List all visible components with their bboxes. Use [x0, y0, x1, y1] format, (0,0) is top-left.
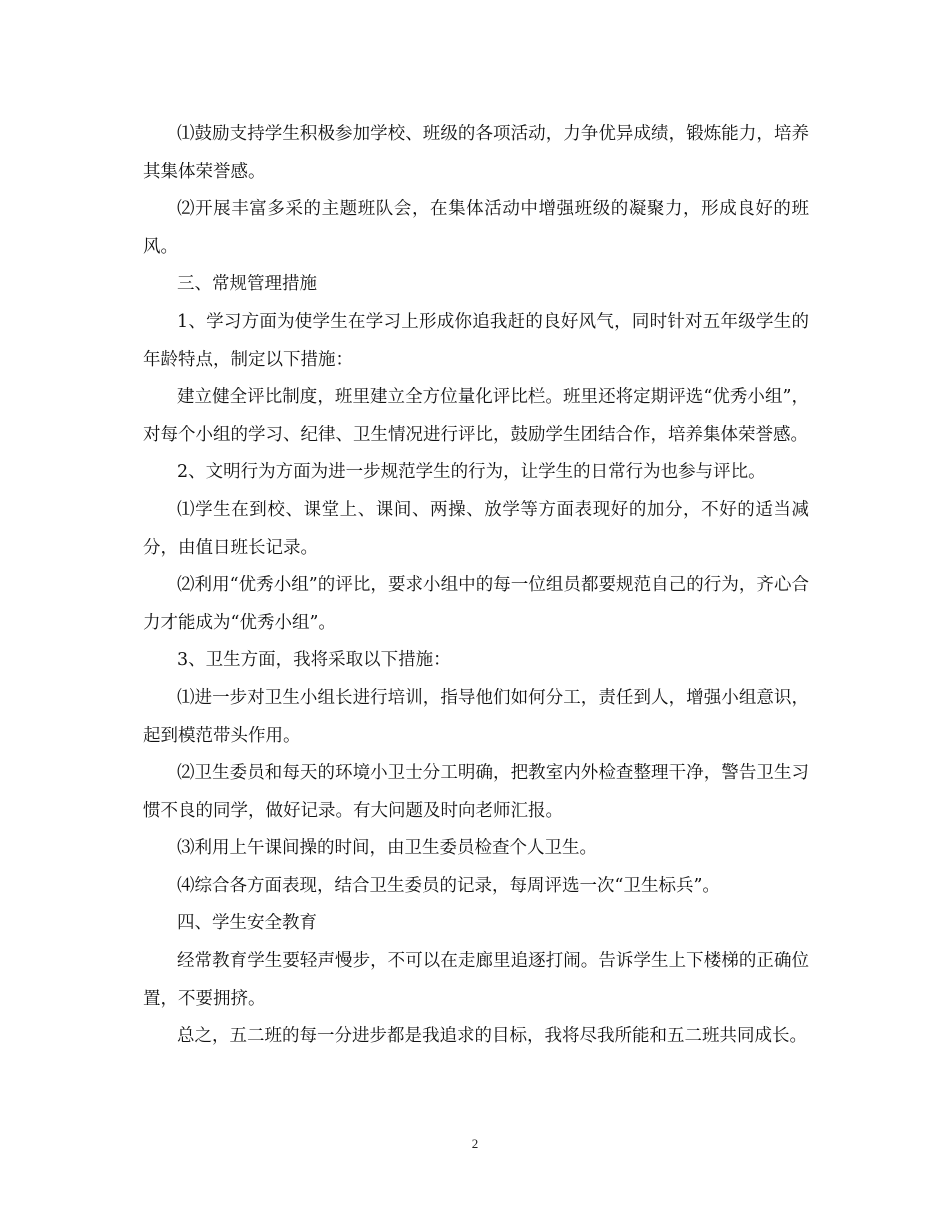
paragraph-safety: 经常教育学生要轻声慢步，不可以在走廊里追逐打闹。告诉学生上下楼梯的正确位置，不要拥挤。 — [143, 951, 809, 1009]
paragraph-hygiene-item-3: ⑶利用上午课间操的时间，由卫生委员检查个人卫生。 — [177, 838, 597, 859]
paragraph-hygiene-item-2: ⑵卫生委员和每天的环境小卫士分工明确，把教室内外检查整理干净，警告卫生习惯不良的同学，做好记录。有大问题及时向老师汇报。 — [143, 763, 809, 821]
paragraph-item-1: ⑴鼓励支持学生积极参加学校、班级的各项活动，力争优异成绩，锻炼能力，培养其集体荣誉感。 — [143, 124, 809, 182]
paragraph-conclusion: 总之，五二班的每一分进步都是我追求的目标，我将尽我所能和五二班共同成长。 — [177, 1026, 807, 1047]
paragraph-behavior-item-1: ⑴学生在到校、课堂上、课间、两操、放学等方面表现好的加分，不好的适当减分，由值日班长记录。 — [143, 499, 809, 558]
page-number: 2 — [471, 1136, 479, 1151]
section-heading-safety-education: 四、学生安全教育 — [177, 913, 317, 934]
document-body — [143, 116, 809, 1056]
paragraph-study: 1、学习方面为使学生在学习上形成你追我赶的良好风气，同时针对五年级学生的年龄特点，制定以下措施： — [143, 311, 809, 370]
paragraph-hygiene-item-1: ⑴进一步对卫生小组长进行培训，指导他们如何分工，责任到人，增强小组意识，起到模范带头作用。 — [143, 687, 809, 746]
paragraph-item-2: ⑵开展丰富多采的主题班队会，在集体活动中增强班级的凝聚力，形成良好的班风。 — [143, 199, 809, 257]
section-heading-routine-management: 三、常规管理措施 — [177, 274, 317, 295]
paragraph-hygiene: 3、卫生方面，我将采取以下措施： — [177, 650, 451, 671]
paragraph-behavior-item-2: ⑵利用“优秀小组”的评比，要求小组中的每一位组员都要规范自己的行为，齐心合力才能成为“优秀小组”。 — [143, 575, 809, 633]
paragraph-civilized-behavior: 2、文明行为方面为进一步规范学生的行为，让学生的日常行为也参与评比。 — [177, 462, 766, 483]
paragraph-evaluation-system: 建立健全评比制度，班里建立全方位量化评比栏。班里还将定期评选“优秀小组”，对每个小组的学习、纪律、卫生情况进行评比，鼓励学生团结合作，培养集体荣誉感。 — [143, 387, 809, 445]
paragraph-hygiene-item-4: ⑷综合各方面表现，结合卫生委员的记录，每周评选一次“卫生标兵”。 — [177, 875, 720, 896]
